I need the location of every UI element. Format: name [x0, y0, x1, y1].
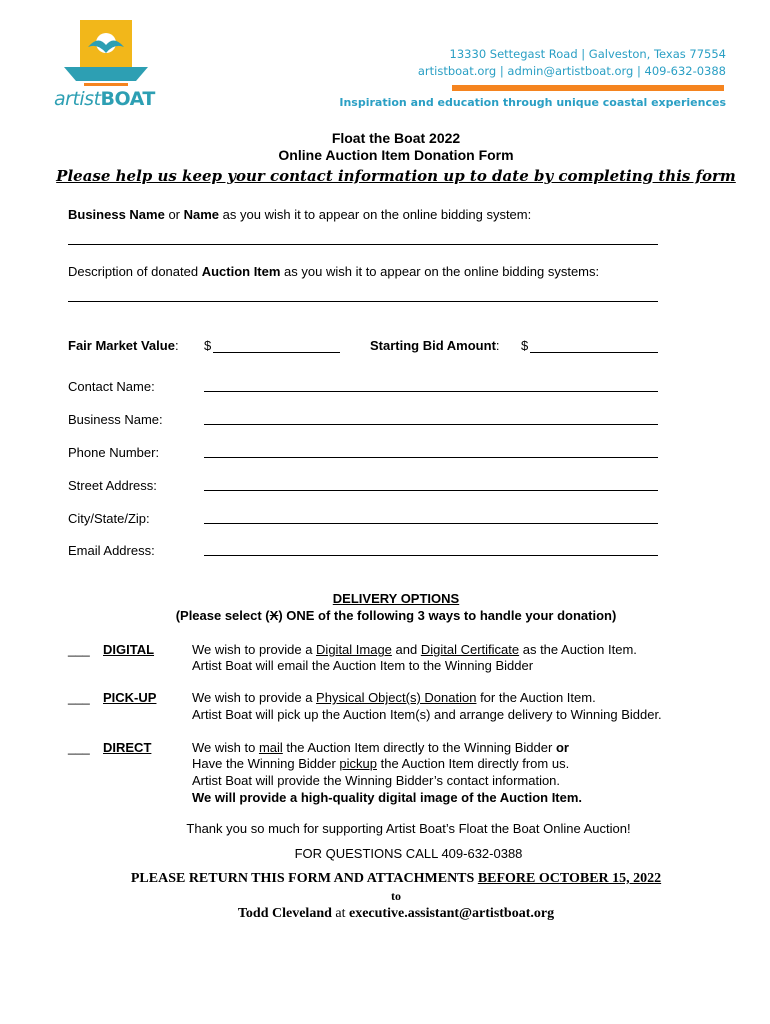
return-notice: PLEASE RETURN THIS FORM AND ATTACHMENTS BEFORE OCTOBER 15, 2022 [130, 871, 662, 886]
starting-bid-label: Starting Bid Amount: [370, 338, 500, 353]
form-subtitle: Online Auction Item Donation Form [278, 147, 514, 163]
pickup-line1: We wish to provide a Physical Object(s) Donation for the Auction Item. [192, 690, 596, 705]
logo-boat [64, 67, 148, 81]
start-bid-dollar: $ [521, 338, 529, 353]
starting-bid-line[interactable] [530, 352, 658, 353]
digital-option-label: DIGITAL [103, 642, 155, 657]
digital-line1: We wish to provide a Digital Image and Digital Certificate as the Auction Item. [192, 642, 637, 657]
business-name-line[interactable] [68, 244, 658, 245]
city-state-zip-line[interactable] [204, 523, 658, 524]
email-label: Email Address: [68, 543, 155, 558]
form-instruction: Please help us keep your contact information up to date by completing this form [56, 167, 736, 185]
direct-option-label: DIRECT [103, 740, 152, 755]
header-address: 13330 Settegast Road | Galveston, Texas 77554 [449, 47, 726, 61]
return-contact: Todd Cleveland at executive.assistant@artistboat.org [237, 906, 555, 921]
digital-line2: Artist Boat will email the Auction Item to the Winning Bidder [192, 658, 534, 673]
logo-water [84, 83, 128, 86]
direct-line2: Have the Winning Bidder pickup the Auction Item directly from us. [192, 756, 570, 771]
direct-line4: We will provide a high-quality digital image of the Auction Item. [192, 790, 583, 805]
form-title: Float the Boat 2022 [331, 130, 461, 146]
street-address-line[interactable] [204, 490, 658, 491]
contact-name-label: Contact Name: [68, 379, 155, 394]
header-contact: artistboat.org | admin@artistboat.org | 409-632-0388 [417, 64, 726, 78]
questions-text: FOR QUESTIONS CALL 409-632-0388 [294, 846, 523, 861]
city-state-zip-label: City/State/Zip: [68, 511, 150, 526]
direct-line3: Artist Boat will provide the Winning Bidder’s contact information. [192, 773, 561, 788]
header-tagline: Inspiration and education through unique coastal experiences [339, 96, 726, 109]
thank-you-text: Thank you so much for supporting Artist Boat’s Float the Boat Online Auction! [186, 821, 631, 836]
phone-label: Phone Number: [68, 445, 160, 460]
phone-line[interactable] [204, 457, 658, 458]
digital-select-blank[interactable]: ___ [68, 642, 90, 657]
return-to: to [391, 889, 401, 903]
pickup-line2: Artist Boat will pick up the Auction Item(s) and arrange delivery to Winning Bidder. [192, 707, 662, 722]
direct-line1: We wish to mail the Auction Item directly to the Winning Bidder or [192, 740, 569, 755]
email-line[interactable] [204, 555, 658, 556]
delivery-heading: DELIVERY OPTIONS [332, 591, 460, 606]
header-divider [452, 85, 724, 91]
description-prompt: Description of donated Auction Item as you wish it to appear on the online bidding systems: [68, 264, 600, 279]
description-line[interactable] [68, 301, 658, 302]
street-address-label: Street Address: [68, 478, 157, 493]
business-name-label: Business Name: [68, 412, 163, 427]
fair-market-value-label: Fair Market Value: [68, 338, 179, 353]
business-name-field-line[interactable] [204, 424, 658, 425]
business-name-prompt: Business Name or Name as you wish it to appear on the online bidding system: [68, 207, 532, 222]
pickup-select-blank[interactable]: ___ [68, 690, 90, 705]
fair-market-value-line[interactable] [213, 352, 340, 353]
logo-wordmark: artistBOAT [54, 88, 155, 110]
delivery-instruction: (Please select (X) ONE of the following 3 ways to handle your donation) [175, 608, 617, 623]
fmv-dollar: $ [204, 338, 212, 353]
return-email[interactable]: executive.assistant@artistboat.org [349, 906, 555, 921]
direct-select-blank[interactable]: ___ [68, 740, 90, 755]
pickup-option-label: PICK-UP [103, 690, 157, 705]
contact-name-line[interactable] [204, 391, 658, 392]
